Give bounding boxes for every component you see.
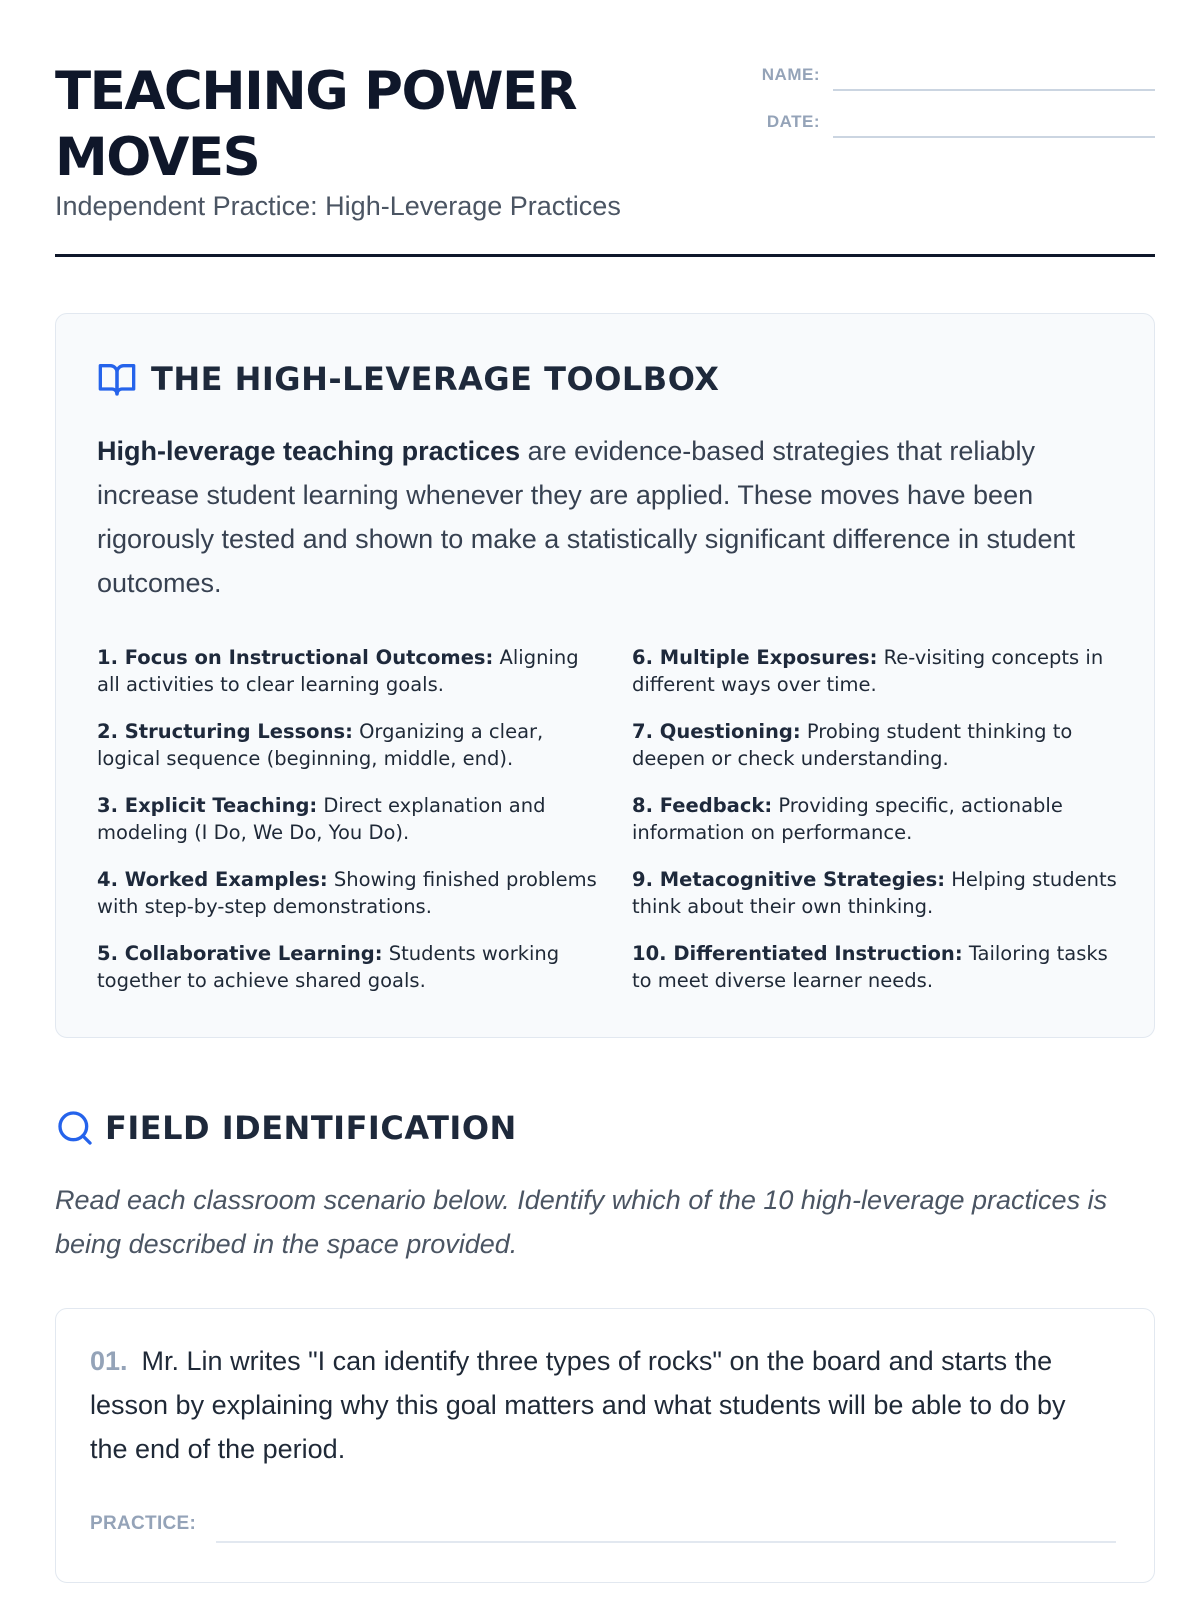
question-card bbox=[55, 1308, 1155, 1583]
instructions-text: Read each classroom scenario below. Identify which of the 10 high-leverage practices is being described in the space provided. bbox=[55, 1185, 1108, 1259]
practice-desc: Providing specific, actionable information on performance. bbox=[632, 794, 1063, 844]
practice-term: 10. Differentiated Instruction: bbox=[632, 942, 963, 965]
practice-item bbox=[97, 644, 597, 700]
search-icon bbox=[55, 1108, 95, 1148]
intro-bold-term: High-leverage teaching practices bbox=[97, 436, 521, 466]
practice-item bbox=[97, 940, 597, 996]
name-input-line[interactable] bbox=[833, 89, 1155, 91]
book-open-icon bbox=[97, 359, 137, 399]
practice-desc: Helping students think about their own thinking. bbox=[632, 868, 1117, 918]
practice-item bbox=[632, 866, 1132, 922]
practice-term: 4. Worked Examples: bbox=[97, 868, 328, 891]
practice-term: 9. Metacognitive Strategies: bbox=[632, 868, 946, 891]
field-identification-title: FIELD IDENTIFICATION bbox=[105, 1109, 517, 1147]
practice-desc: Direct explanation and modeling (I Do, We Do, You Do). bbox=[97, 794, 546, 844]
practice-item bbox=[97, 792, 597, 848]
toolbox-intro bbox=[97, 429, 1107, 605]
date-field[interactable] bbox=[735, 108, 1155, 138]
practice-answer-line[interactable] bbox=[216, 1541, 1116, 1543]
question-number: 01. bbox=[90, 1346, 128, 1376]
practice-term: 3. Explicit Teaching: bbox=[97, 794, 318, 817]
practice-item bbox=[632, 792, 1132, 848]
practice-desc: Tailoring tasks to meet diverse learner needs. bbox=[632, 942, 1108, 992]
practice-answer-label: PRACTICE: bbox=[90, 1513, 197, 1534]
practice-term: 2. Structuring Lessons: bbox=[97, 720, 353, 743]
question-text bbox=[90, 1339, 1100, 1471]
page-title: TEACHING POWER MOVES bbox=[55, 61, 577, 188]
practice-desc: Probing student thinking to deepen or check understanding. bbox=[632, 720, 1073, 770]
toolbox-card bbox=[55, 313, 1155, 1038]
practice-desc: Aligning all activities to clear learning goals. bbox=[97, 646, 579, 696]
intro-text: are evidence-based strategies that reliably increase student learning whenever they are applied. These moves have been rigorously tested and shown to make a statistically significant difference in student outcomes. bbox=[97, 436, 1076, 598]
practice-desc: Organizing a clear, logical sequence (beginning, middle, end). bbox=[97, 720, 544, 770]
practice-desc: Showing finished problems with step-by-step demonstrations. bbox=[97, 868, 597, 918]
practice-term: 6. Multiple Exposures: bbox=[632, 646, 878, 669]
page-subtitle: Independent Practice: High-Leverage Practices bbox=[55, 191, 621, 221]
date-input-line[interactable] bbox=[833, 136, 1155, 138]
practice-desc: Re-visiting concepts in different ways over time. bbox=[632, 646, 1104, 696]
worksheet-header bbox=[55, 55, 1155, 257]
practice-term: 8. Feedback: bbox=[632, 794, 773, 817]
practice-term: 7. Questioning: bbox=[632, 720, 801, 743]
worksheet-page bbox=[55, 0, 1155, 1600]
toolbox-title: THE HIGH-LEVERAGE TOOLBOX bbox=[151, 360, 720, 398]
practice-item bbox=[632, 718, 1132, 774]
practice-term: 5. Collaborative Learning: bbox=[97, 942, 383, 965]
date-label: DATE: bbox=[766, 112, 820, 131]
practice-item bbox=[632, 940, 1132, 996]
practice-term: 1. Focus on Instructional Outcomes: bbox=[97, 646, 494, 669]
name-field[interactable] bbox=[735, 61, 1155, 91]
name-label: NAME: bbox=[761, 65, 820, 84]
practice-item bbox=[97, 718, 597, 774]
practice-desc: Students working together to achieve shared goals. bbox=[97, 942, 560, 992]
field-identification-heading bbox=[55, 1108, 517, 1148]
practice-item bbox=[97, 866, 597, 922]
practice-item bbox=[632, 644, 1132, 700]
practice-list bbox=[97, 644, 1117, 996]
question-scenario: Mr. Lin writes "I can identify three types of rocks" on the board and starts the lesson by explaining why this goal matters and what students will be able to do by the end of the period. bbox=[90, 1346, 1066, 1464]
toolbox-heading bbox=[97, 359, 719, 399]
